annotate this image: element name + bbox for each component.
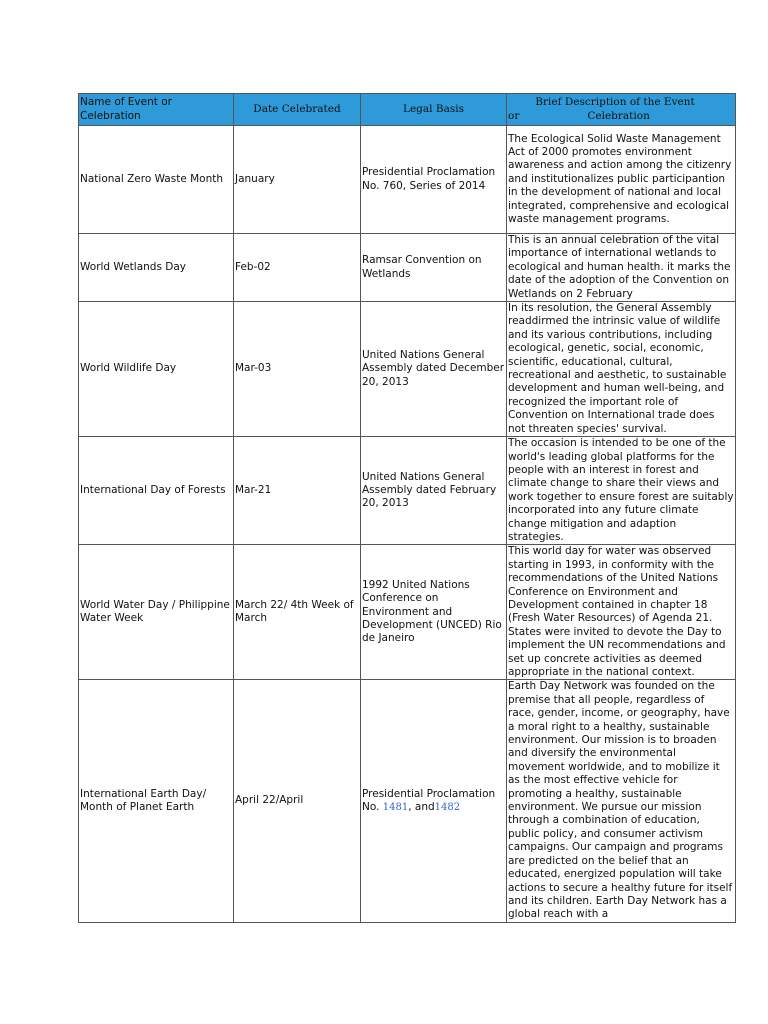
header-description-celebration: Celebration: [587, 109, 650, 122]
event-description: Earth Day Network was founded on the premise that all people, regardless of race, gender, income, or geography, have a moral right to a healthy, sustainable environment. Our mission is to broaden and diversify the environmental movement worldwide, and to mobilize it as the most effective vehicle for promoting a healthy, sustainable environment. We pursue our mission through a combination of education, public policy, and consumer activism campaigns. Our campaign and programs are predicted on the belief that an educated, energized population will take actions to secure a healthy future for itself and its children. Earth Day Network has a global reach with a: [507, 680, 736, 922]
event-date: April 22/April: [234, 680, 361, 922]
header-legal: Legal Basis: [361, 94, 507, 126]
header-description-line1: Brief Description of the Event: [535, 96, 695, 109]
event-date: January: [234, 126, 361, 234]
event-name: International Earth Day/ Month of Planet Earth: [79, 680, 234, 922]
table-row: [79, 126, 736, 234]
legal-basis-separator: , and: [408, 801, 435, 814]
event-name: National Zero Waste Month: [79, 126, 234, 234]
header-name: Name of Event or Celebration: [79, 94, 234, 126]
event-name: International Day of Forests: [79, 437, 234, 545]
event-legal-basis: Presidential Proclamation No. 760, Series of 2014: [361, 126, 507, 234]
header-description-line2: [508, 110, 734, 123]
legal-basis-prefix: Presidential Proclamation No.: [362, 787, 496, 814]
header-description-or: or: [508, 109, 520, 122]
table-row: [79, 680, 736, 922]
event-date: Mar-03: [234, 302, 361, 437]
table-row: [79, 234, 736, 302]
header-date: Date Celebrated: [234, 94, 361, 126]
header-description: [507, 94, 736, 126]
event-legal-basis: Ramsar Convention on Wetlands: [361, 234, 507, 302]
event-name: World Wetlands Day: [79, 234, 234, 302]
event-description: In its resolution, the General Assembly readdirmed the intrinsic value of wildlife and its various contributions, including ecological, genetic, social, economic, scientific, educational, cultural, recreational and aesthetic, to sustainable development and human well-being, and recognized the important role of Convention on International trade does not threaten species' survival.: [507, 302, 736, 437]
event-description: This world day for water was observed starting in 1993, in conformity with the recommendations of the United Nations Conference on Environment and Development contained in chapter 18 (Fresh Water Resources) of Agenda 21. States were invited to devote the Day to implement the UN recommendations and set up concrete activities as deemed appropriate in the national context.: [507, 545, 736, 680]
event-legal-basis: 1992 United Nations Conference on Environment and Development (UNCED) Rio de Janeiro: [361, 545, 507, 680]
event-legal-basis: United Nations General Assembly dated February 20, 2013: [361, 437, 507, 545]
event-legal-basis: [361, 680, 507, 922]
event-date: March 22/ 4th Week of March: [234, 545, 361, 680]
event-legal-basis: United Nations General Assembly dated December 20, 2013: [361, 302, 507, 437]
event-description: The Ecological Solid Waste Management Act of 2000 promotes environment awareness and action among the citizenry and institutionalizes public participantion in the development of national and local integrated, comprehensive and ecological waste management programs.: [507, 126, 736, 234]
event-name: World Water Day / Philippine Water Week: [79, 545, 234, 680]
table-row: [79, 302, 736, 437]
proclamation-1481-link[interactable]: 1481: [382, 802, 409, 814]
table-header-row: [79, 94, 736, 126]
proclamation-1482-link[interactable]: 1482: [434, 802, 461, 814]
event-date: Mar-21: [234, 437, 361, 545]
events-table: [78, 93, 736, 923]
table-row: [79, 545, 736, 680]
event-name: World Wildlife Day: [79, 302, 234, 437]
event-description: This is an annual celebration of the vital importance of international wetlands to ecological and human health. it marks the date of the adoption of the Convention on Wetlands on 2 February: [507, 234, 736, 302]
table-row: [79, 437, 736, 545]
event-description: The occasion is intended to be one of the world's leading global platforms for the people with an interest in forest and climate change to share their views and work together to ensure forest are suitably incorporated into any future climate change mitigation and adaption strategies.: [508, 437, 734, 543]
event-date: Feb-02: [234, 234, 361, 302]
